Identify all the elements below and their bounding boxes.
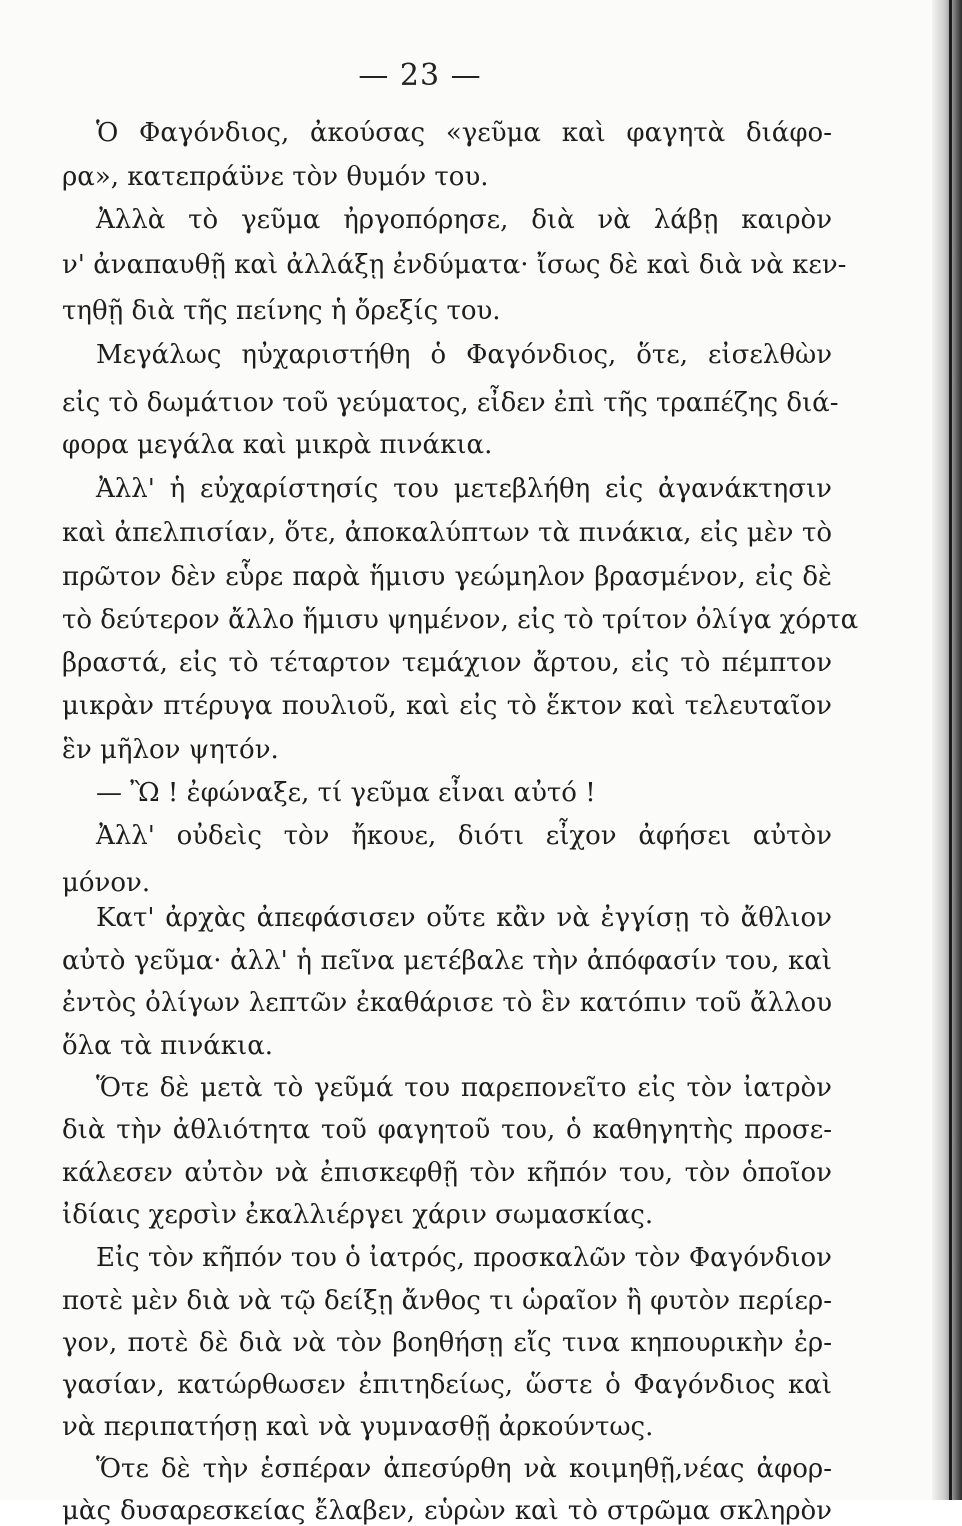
text-line: φορα μεγάλα καὶ μικρὰ πινάκια. (62, 430, 493, 460)
text-line: βραστά, εἰς τὸ τέταρτον τεμάχιον ἄρτου, εἰς τὸ πέμπτον (62, 648, 832, 678)
text-line: Μεγάλως ηὐχαριστήθη ὁ Φαγόνδιος, ὅτε, εἰσελθὼν (96, 340, 832, 370)
text-line: ὅλα τὰ πινάκια. (62, 1031, 274, 1061)
text-line: Ἀλλὰ τὸ γεῦμα ἠργοπόρησε, διὰ νὰ λάβῃ καιρὸν (96, 205, 832, 235)
text-line: ρα», κατεπράϋνε τὸν θυμόν του. (62, 162, 489, 192)
text-line: γον, ποτὲ δὲ διὰ νὰ τὸν βοηθήσῃ εἴς τινα κηπουρικὴν ἐρ- (62, 1328, 832, 1358)
text-line: Ἀλλ' οὐδεὶς τὸν ἤκουε, διότι εἶχον ἀφήσει αὐτὸν (96, 821, 832, 851)
text-line: ἐντὸς ὀλίγων λεπτῶν ἐκαθάρισε τὸ ἓν κατόπιν τοῦ ἄλλου (62, 988, 832, 1018)
text-line: Ἀλλ' ἡ εὐχαρίστησίς του μετεβλήθη εἰς ἀγανάκτησιν (96, 474, 832, 504)
text-line: νὰ περιπατήσῃ καὶ νὰ γυμνασθῇ ἀρκούντως. (62, 1412, 654, 1442)
page-edge-line (949, 0, 952, 1500)
text-line: εἰς τὸ δωμάτιον τοῦ γεύματος, εἶδεν ἐπὶ τῆς τραπέζης διά- (62, 388, 839, 418)
text-line: διὰ τὴν ἀθλιότητα τοῦ φαγητοῦ του, ὁ καθηγητὴς προσε- (62, 1115, 832, 1145)
text-line: κάλεσεν αὐτὸν νὰ ἐπισκεφθῇ τὸν κῆπόν του, τὸν ὁποῖον (62, 1158, 832, 1188)
text-line: πρῶτον δὲν εὗρε παρὰ ἥμισυ γεώμηλον βρασμένον, εἰς δὲ (62, 562, 832, 592)
text-line: τηθῇ διὰ τῆς πείνης ἡ ὄρεξίς του. (62, 296, 501, 326)
text-line: γασίαν, κατώρθωσεν ἐπιτηδείως, ὥστε ὁ Φαγόνδιος καὶ (62, 1370, 832, 1400)
text-line: μόνον. (62, 868, 151, 898)
text-line: Ὅτε δὲ τὴν ἑσπέραν ἀπεσύρθη νὰ κοιμηθῇ,νέας ἀφορ- (96, 1454, 832, 1484)
text-line: μικρὰν πτέρυγα πουλιοῦ, καὶ εἰς τὸ ἕκτον καὶ τελευταῖον (62, 691, 832, 721)
text-line: καὶ ἀπελπισίαν, ὅτε, ἀποκαλύπτων τὰ πινάκια, εἰς μὲν τὸ (62, 518, 832, 548)
text-line: ποτὲ μὲν διὰ νὰ τῷ δείξῃ ἄνθος τι ὡραῖον ἢ φυτὸν περίερ- (62, 1286, 832, 1316)
text-line: — Ὢ ! ἐφώναξε, τί γεῦμα εἶναι αὐτό ! (96, 778, 596, 808)
page-edge-shadow (932, 0, 962, 1500)
text-line: Ὁ Φαγόνδιος, ἀκούσας «γεῦμα καὶ φαγητὰ διάφο- (96, 118, 832, 148)
text-line: τὸ δεύτερον ἄλλο ἥμισυ ψημένον, εἰς τὸ τρίτον ὀλίγα χόρτα (62, 605, 859, 635)
text-line: ν' ἀναπαυθῇ καὶ ἀλλάξῃ ἐνδύματα· ἴσως δὲ καὶ διὰ νὰ κεν- (62, 250, 847, 280)
text-line: Κατ' ἀρχὰς ἀπεφάσισεν οὔτε κἂν νὰ ἐγγίσῃ τὸ ἄθλιον (96, 903, 832, 933)
text-line: αὐτὸ γεῦμα· ἀλλ' ἡ πεῖνα μετέβαλε τὴν ἀπόφασίν του, καὶ (62, 946, 832, 976)
text-line: Ὅτε δὲ μετὰ τὸ γεῦμά του παρεπονεῖτο εἰς τὸν ἰατρὸν (96, 1073, 832, 1103)
text-line: ἓν μῆλον ψητόν. (62, 735, 279, 765)
text-line: Εἰς τὸν κῆπόν του ὁ ἰατρός, προσκαλῶν τὸν Φαγόνδιον (96, 1243, 832, 1273)
text-line: ἰδίαις χερσὶν ἐκαλλιέργει χάριν σωμασκίας. (62, 1200, 654, 1230)
text-line: μὰς δυσαρεσκείας ἔλαβεν, εὑρὼν καὶ τὸ στρῶμα σκληρὸν (62, 1496, 832, 1526)
page-number: — 23 — (358, 58, 482, 93)
